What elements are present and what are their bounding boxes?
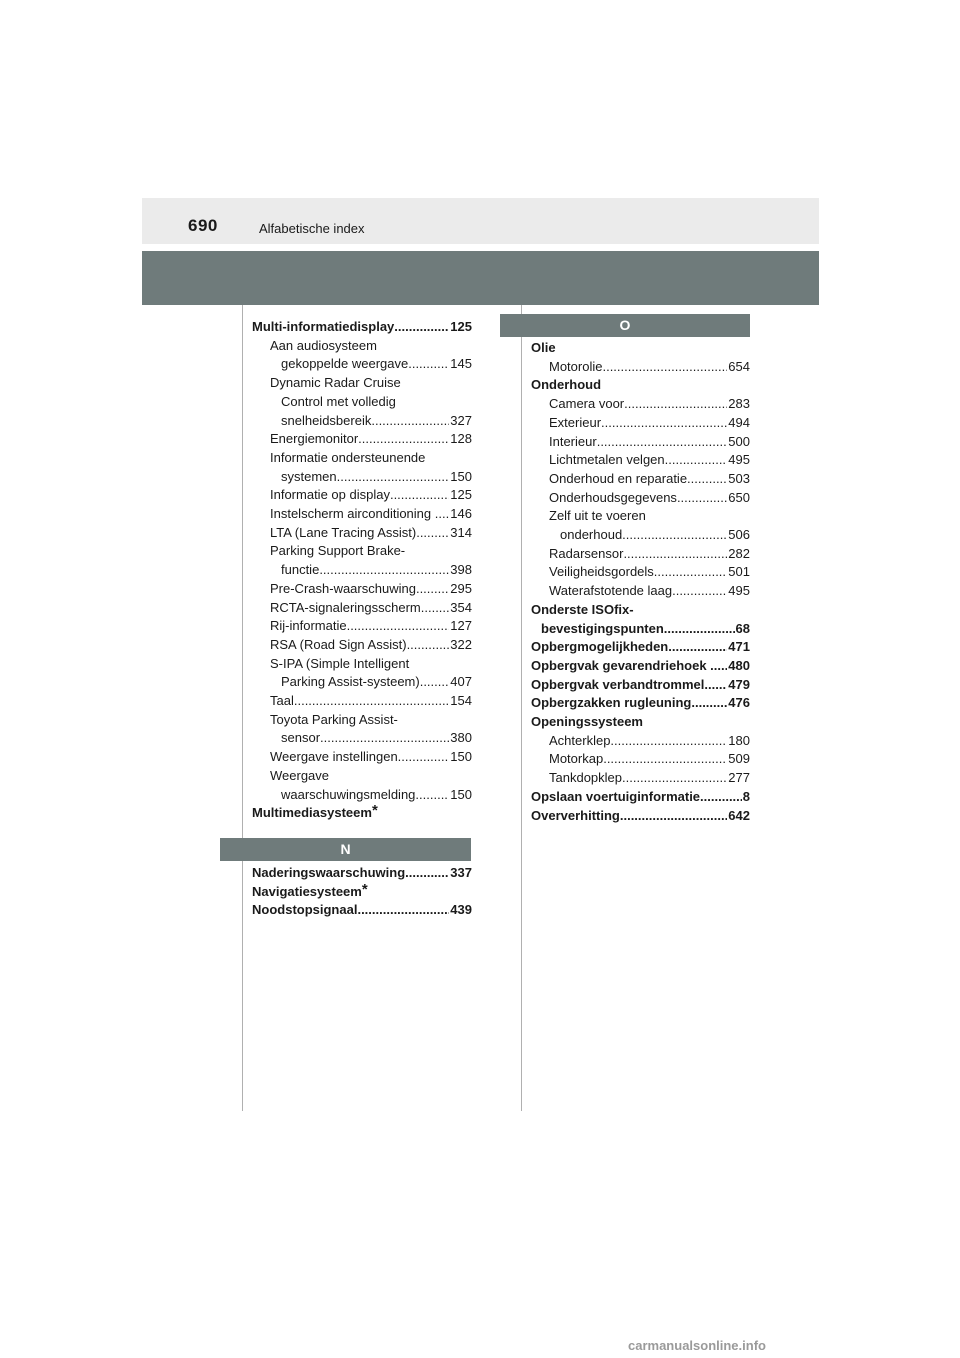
header-bar — [142, 198, 819, 244]
entry-leader — [677, 489, 727, 508]
entry-text: Noodstopsignaal — [252, 902, 358, 918]
entry-page: 277 — [728, 770, 750, 786]
index-entry — [252, 561, 472, 580]
entry-text: Toyota Parking Assist- — [270, 711, 398, 727]
index-entry — [531, 620, 750, 639]
entry-text: functie — [281, 562, 320, 578]
entry-page: 506 — [728, 527, 750, 543]
entry-page: 146 — [450, 506, 472, 522]
index-section-o — [531, 339, 750, 825]
entry-leader — [623, 545, 727, 564]
entry-page: 327 — [450, 412, 472, 428]
entry-text: Energiemonitor — [270, 431, 359, 447]
entry-text: onderhoud — [560, 527, 623, 543]
entry-leader — [394, 318, 449, 337]
entry-page: 503 — [728, 470, 750, 486]
entry-leader — [622, 769, 727, 788]
index-entry — [531, 507, 750, 526]
entry-page: 654 — [728, 358, 750, 374]
entry-leader — [672, 582, 727, 601]
index-entry — [531, 433, 750, 452]
entry-page: 476 — [728, 695, 750, 711]
entry-text: Onderhoud — [531, 377, 602, 393]
entry-text: snelheidsbereik — [281, 412, 372, 428]
entry-text: Zelf uit te voeren — [549, 508, 646, 524]
entry-text: Multi-informatiedisplay — [252, 319, 395, 334]
entry-leader — [320, 729, 449, 748]
entry-leader — [420, 673, 450, 692]
entry-leader — [687, 470, 727, 489]
entry-page: 125 — [450, 319, 472, 334]
index-entry — [531, 563, 750, 582]
index-entry — [252, 711, 472, 730]
index-entry — [252, 692, 472, 711]
footnote-star: * — [361, 880, 368, 898]
entry-leader — [610, 732, 727, 751]
entry-text: Exterieur — [549, 414, 602, 430]
entry-leader — [319, 561, 449, 580]
entry-text: Openingssysteem — [531, 714, 643, 730]
entry-page: 283 — [728, 396, 750, 412]
entry-text: Tankdopklep — [549, 770, 622, 786]
entry-leader — [622, 526, 727, 545]
entry-page: 398 — [450, 562, 472, 578]
index-entry — [252, 901, 472, 920]
entry-text: gekoppelde weergave — [281, 356, 409, 372]
entry-text: Instelscherm airconditioning . — [270, 506, 439, 522]
index-column-left — [252, 318, 472, 823]
index-entry — [252, 542, 472, 561]
index-entry — [252, 617, 472, 636]
entry-text: bevestigingspunten — [541, 620, 664, 636]
column-divider-left — [242, 305, 243, 1111]
entry-text: Control met volledig — [281, 393, 396, 409]
entry-page: 439 — [450, 902, 472, 918]
entry-text: Taal — [270, 693, 294, 709]
entry-leader — [654, 563, 728, 582]
entry-page: 407 — [450, 674, 472, 690]
index-entry — [531, 470, 750, 489]
entry-page: 145 — [450, 356, 472, 372]
entry-leader — [398, 748, 450, 767]
entry-leader — [438, 505, 449, 524]
index-entry — [252, 673, 472, 692]
entry-text: Opbergzakken rugleuning — [531, 695, 692, 711]
entry-text: Navigatiesysteem — [252, 883, 362, 899]
entry-leader — [597, 433, 728, 452]
entry-text: Waterafstotende laag — [549, 583, 673, 599]
index-entry — [531, 676, 750, 695]
entry-text: sensor — [281, 730, 321, 746]
index-entry — [252, 748, 472, 767]
index-entry — [252, 486, 472, 505]
entry-leader — [347, 617, 450, 636]
entry-leader — [408, 355, 449, 374]
entry-leader — [601, 414, 727, 433]
entry-text: LTA (Lane Tracing Assist) — [270, 524, 417, 540]
entry-leader — [603, 750, 727, 769]
entry-page: 295 — [450, 580, 472, 596]
entry-text: Rij-informatie — [270, 618, 347, 634]
entry-text: Veiligheidsgordels — [549, 564, 654, 580]
index-entry — [531, 376, 750, 395]
entry-leader — [294, 692, 449, 711]
entry-leader — [416, 580, 449, 599]
index-entry — [252, 636, 472, 655]
index-entry — [531, 732, 750, 751]
entry-leader — [624, 395, 727, 414]
index-entry — [252, 880, 472, 902]
entry-text: Opslaan voertuiginformatie — [531, 788, 701, 804]
entry-leader — [620, 807, 727, 826]
entry-leader — [602, 358, 727, 377]
entry-page: 282 — [728, 545, 750, 561]
entry-page: 354 — [450, 599, 472, 615]
index-entry — [252, 374, 472, 393]
entry-text: Motorkap — [549, 751, 604, 767]
entry-text: Opbergmogelijkheden — [531, 639, 669, 655]
entry-page: 322 — [450, 636, 472, 652]
index-entry — [252, 524, 472, 543]
entry-text: Camera voor — [549, 396, 625, 412]
entry-leader — [691, 694, 727, 713]
entry-leader — [717, 657, 727, 676]
entry-page: 471 — [728, 639, 750, 655]
entry-page: 480 — [728, 657, 750, 673]
entry-page: 125 — [450, 487, 472, 503]
index-entry — [252, 655, 472, 674]
entry-text: waarschuwingsmelding — [281, 786, 416, 802]
index-entry — [252, 505, 472, 524]
index-entry — [252, 767, 472, 786]
entry-leader — [405, 864, 449, 883]
entry-text: Parking Assist-systeem) — [281, 674, 420, 690]
entry-text: Parking Support Brake- — [270, 543, 406, 559]
entry-leader — [415, 786, 449, 805]
entry-page: 8 — [742, 788, 750, 804]
entry-text: Oververhitting — [531, 807, 620, 823]
entry-text: RCTA-signaleringsscherm — [270, 599, 421, 615]
entry-text: Opbergvak gevarendriehoek .. — [531, 657, 718, 673]
entry-text: Olie — [531, 340, 556, 355]
entry-leader — [358, 430, 449, 449]
entry-page: 337 — [450, 865, 472, 880]
entry-text: Opbergvak verbandtrommel... — [531, 676, 716, 692]
entry-text: Weergave instellingen — [270, 749, 398, 765]
entry-page: 500 — [728, 433, 750, 449]
entry-text: Pre-Crash-waarschuwing — [270, 580, 416, 596]
index-entry — [531, 339, 750, 358]
entry-leader — [664, 620, 735, 639]
entry-page: 314 — [450, 524, 472, 540]
entry-leader — [407, 636, 450, 655]
index-entry — [252, 580, 472, 599]
entry-leader — [371, 412, 449, 431]
entry-leader — [421, 599, 450, 618]
entry-text: Multimediasysteem — [252, 805, 372, 821]
index-entry — [252, 393, 472, 412]
index-entry — [252, 786, 472, 805]
entry-text: Dynamic Radar Cruise — [270, 375, 401, 391]
entry-leader — [337, 468, 450, 487]
index-entry — [531, 638, 750, 657]
entry-leader — [416, 524, 449, 543]
entry-page: 509 — [728, 751, 750, 767]
column-divider-right — [521, 305, 522, 1111]
index-entry — [531, 788, 750, 807]
entry-text: S-IPA (Simple Intelligent — [270, 655, 410, 671]
index-entry — [531, 769, 750, 788]
index-entry — [252, 412, 472, 431]
entry-text: Onderste ISOfix- — [531, 601, 634, 617]
entry-page: 180 — [728, 732, 750, 748]
entry-page: 501 — [728, 564, 750, 580]
entry-page: 495 — [728, 452, 750, 468]
entry-text: RSA (Road Sign Assist) — [270, 636, 407, 652]
index-entry — [531, 358, 750, 377]
entry-text: Lichtmetalen velgen — [549, 452, 665, 468]
entry-leader — [668, 638, 727, 657]
index-entry — [252, 449, 472, 468]
header-band — [142, 251, 819, 305]
index-entry — [252, 430, 472, 449]
entry-page: 128 — [450, 431, 472, 447]
watermark: carmanualsonline.info — [628, 1338, 766, 1353]
entry-text: Informatie op display — [270, 487, 390, 503]
entry-page: 650 — [728, 489, 750, 505]
entry-text: Radarsensor — [549, 545, 624, 561]
entry-text: systemen — [281, 468, 337, 484]
index-entry — [531, 489, 750, 508]
index-entry — [531, 451, 750, 470]
entry-page: 154 — [450, 693, 472, 709]
entry-text: Aan audiosysteem — [270, 337, 377, 353]
index-entry — [252, 318, 472, 337]
entry-page: 68 — [735, 620, 750, 636]
page-number: 690 — [188, 216, 218, 235]
index-entry — [531, 750, 750, 769]
entry-page: 127 — [450, 618, 472, 634]
index-entry — [531, 414, 750, 433]
entry-page: 150 — [450, 749, 472, 765]
entry-page: 479 — [728, 676, 750, 692]
entry-text: Onderhoudsgegevens — [549, 489, 677, 505]
index-entry — [252, 355, 472, 374]
index-entry — [531, 694, 750, 713]
index-entry — [531, 526, 750, 545]
entry-text: Achterklep — [549, 732, 611, 748]
entry-text: Motorolie — [549, 358, 603, 374]
index-entry — [252, 804, 472, 823]
index-entry — [531, 713, 750, 732]
entry-page: 150 — [450, 786, 472, 802]
entry-text: Naderingswaarschuwing — [252, 865, 406, 880]
page-section-title: Alfabetische index — [259, 221, 365, 236]
index-entry — [531, 582, 750, 601]
entry-text: Onderhoud en reparatie — [549, 470, 688, 486]
index-entry — [252, 599, 472, 618]
index-entry — [252, 729, 472, 748]
index-entry — [531, 807, 750, 826]
entry-leader — [390, 486, 449, 505]
entry-leader — [700, 788, 742, 807]
index-entry — [531, 545, 750, 564]
section-header-o: O — [500, 314, 750, 337]
entry-page: 380 — [450, 730, 472, 746]
index-entry — [531, 601, 750, 620]
entry-leader — [357, 901, 449, 920]
entry-page: 642 — [728, 807, 750, 823]
index-entry — [531, 395, 750, 414]
entry-text: Weergave — [270, 767, 330, 783]
entry-text: Interieur — [549, 433, 597, 449]
index-entry — [252, 337, 472, 356]
index-entry — [252, 468, 472, 487]
entry-text: Informatie ondersteunende — [270, 449, 426, 465]
index-section-n — [252, 864, 472, 920]
entry-page: 494 — [728, 414, 750, 430]
entry-leader — [715, 676, 727, 695]
entry-leader — [665, 451, 728, 470]
section-header-n: N — [220, 838, 471, 861]
footnote-star: * — [371, 802, 378, 820]
entry-page: 150 — [450, 468, 472, 484]
entry-page: 495 — [728, 583, 750, 599]
index-entry — [531, 657, 750, 676]
